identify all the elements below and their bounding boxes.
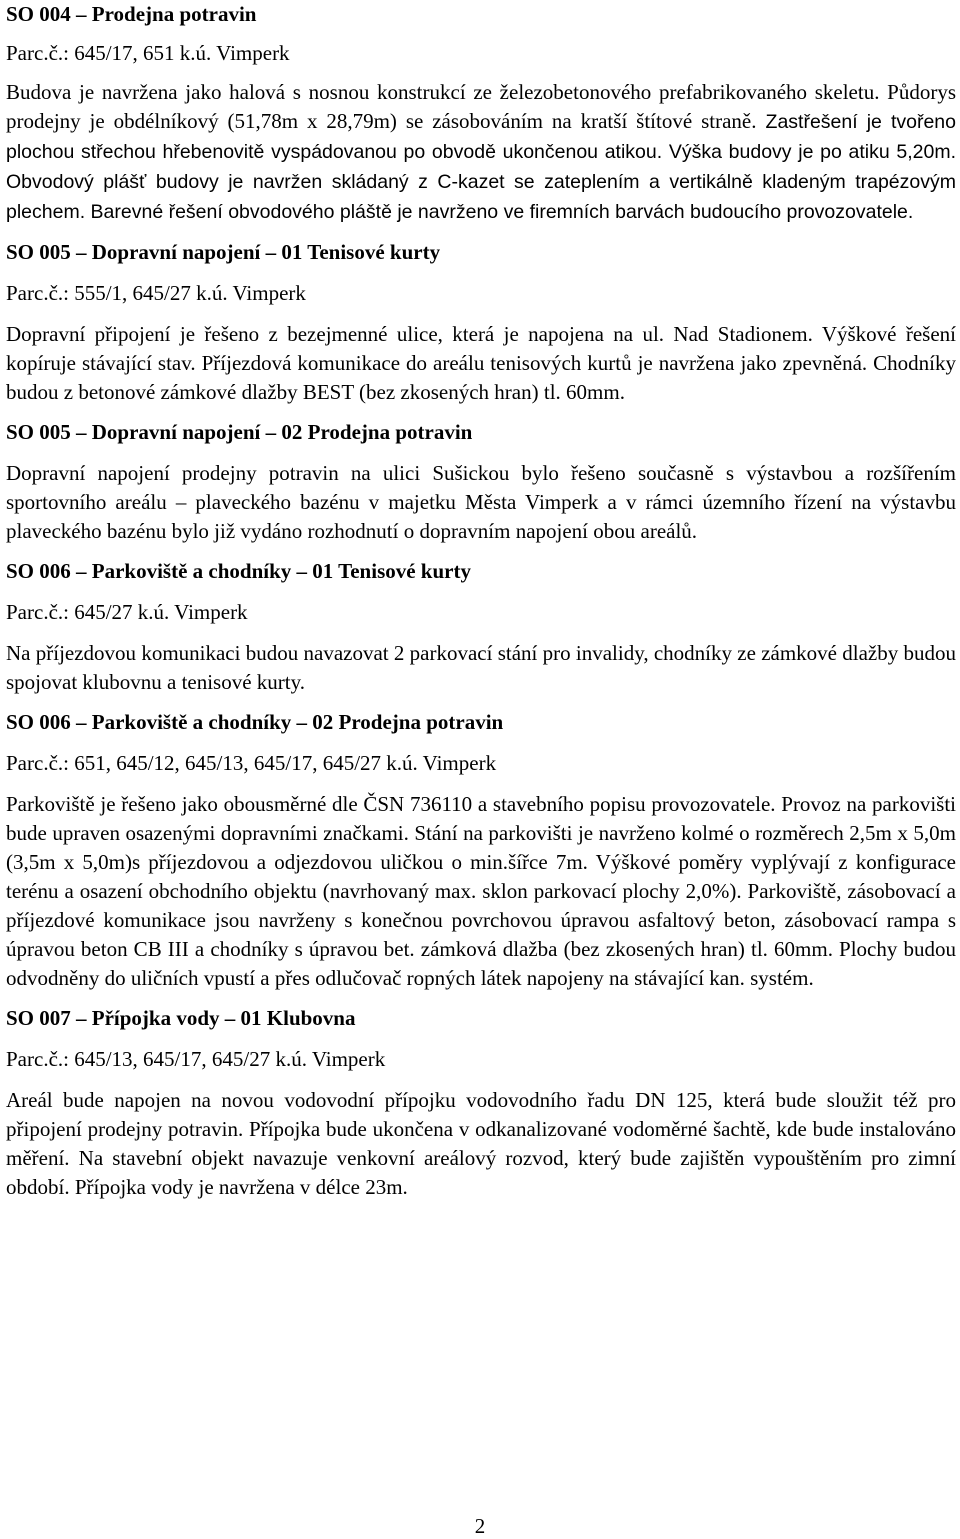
paragraph-so007: Areál bude napojen na novou vodovodní přípojku vodovodního řadu DN 125, která bude sloužit též pro připojení prodejny potravin. Přípojka bude ukončena v odkanalizované vodoměrné šachtě, kde bude instalováno měření. Na stavební objekt navazuje venkovní areálový rozvod, který bude zajištěn vypouštěním pro zimní období. Přípojka vody je navržena v délce 23m. (6, 1088, 956, 1199)
section-heading-so007: SO 007 – Přípojka vody – 01 Klubovna (6, 1006, 356, 1030)
document-page (6, 0, 956, 1202)
parcel-so006-02: Parc.č.: 651, 645/12, 645/13, 645/17, 645/27 k.ú. Vimperk (6, 751, 497, 775)
section-heading-so006-01: SO 006 – Parkoviště a chodníky – 01 Tenisové kurty (6, 559, 471, 583)
section-heading-so006-02: SO 006 – Parkoviště a chodníky – 02 Prodejna potravin (6, 710, 504, 734)
parcel-so005-01: Parc.č.: 555/1, 645/27 k.ú. Vimperk (6, 281, 306, 305)
parcel-so007: Parc.č.: 645/13, 645/17, 645/27 k.ú. Vimperk (6, 1047, 386, 1071)
section-heading-so005-02: SO 005 – Dopravní napojení – 02 Prodejna potravin (6, 420, 473, 444)
paragraph-so004-serif: Budova je navržena jako halová s nosnou konstrukcí ze železobetonového prefabrikovaného skeletu. Půdorys prodejny je obdélníkový (51,78m x 28,79m) se zásobováním na kratší štítové straně. (6, 80, 956, 133)
paragraph-so004 (6, 78, 956, 227)
paragraph-so005-01: Dopravní připojení je řešeno z bezejmenné ulice, která je napojena na ul. Nad Stadionem. Výškové řešení kopíruje stávající stav. Příjezdová komunikace do areálu tenisových kurtů je navržena jako zpevněná. Chodníky budou z betonové zámkové dlažby BEST (bez zkosených hran) tl. 60mm. (6, 322, 956, 404)
paragraph-so006-02: Parkoviště je řešeno jako obousměrné dle ČSN 736110 a stavebního popisu provozovatele. Provoz na parkovišti bude upraven osazenými dopravními značkami. Stání na parkovišti je navrženo kolmé o rozměrech 2,5m x 5,0m (3,5m x 5,0m)s příjezdovou a odjezdovou uličkou o min.šířce 7m. Výškové poměry vyplývají z konfigurace terénu a osazení obchodního objektu (navrhovaný max. sklon parkovací plochy 2,0%). Parkoviště, zásobovací a příjezdové komunikace jsou navrženy s konečnou povrchovou úpravou asfaltový beton, zásobovací rampa s úpravou beton CB III a chodníky s úpravou bet. zámková dlažba (bez zkosených hran) tl. 60mm. Plochy budou odvodněny do uličních vpustí a přes odlučovač ropných látek napojeny na stávající kan. systém. (6, 792, 956, 990)
parcel-so004: Parc.č.: 645/17, 651 k.ú. Vimperk (6, 41, 290, 65)
paragraph-so004-sans: Zastřešení je tvořeno plochou střechou hřebenovitě vyspádovanou po obvodě ukončenou atikou. Výška budovy je po atiku 5,20m. Obvodový plášť budovy je navržen skládaný z C-kazet se zateplením a vertikálně kladeným trapézovým plechem. Barevné řešení obvodového pláště je navrženo ve firemních barvách budoucího provozovatele. (6, 111, 956, 223)
section-heading-so005-01: SO 005 – Dopravní napojení – 01 Tenisové kurty (6, 240, 441, 264)
paragraph-so005-02: Dopravní napojení prodejny potravin na ulici Sušickou bylo řešeno současně s výstavbou a rozšířením sportovního areálu – plaveckého bazénu v majetku Města Vimperk a v rámci územního řízení na výstavbu plaveckého bazénu bylo již vydáno rozhodnutí o dopravním napojení obou areálů. (6, 461, 956, 543)
paragraph-so006-01: Na příjezdovou komunikaci budou navazovat 2 parkovací stání pro invalidy, chodníky ze zámkové dlažby budou spojovat klubovnu a tenisové kurty. (6, 641, 956, 694)
parcel-so006-01: Parc.č.: 645/27 k.ú. Vimperk (6, 600, 248, 624)
section-heading-so004: SO 004 – Prodejna potravin (6, 2, 257, 26)
page-number: 2 (474, 1514, 486, 1538)
